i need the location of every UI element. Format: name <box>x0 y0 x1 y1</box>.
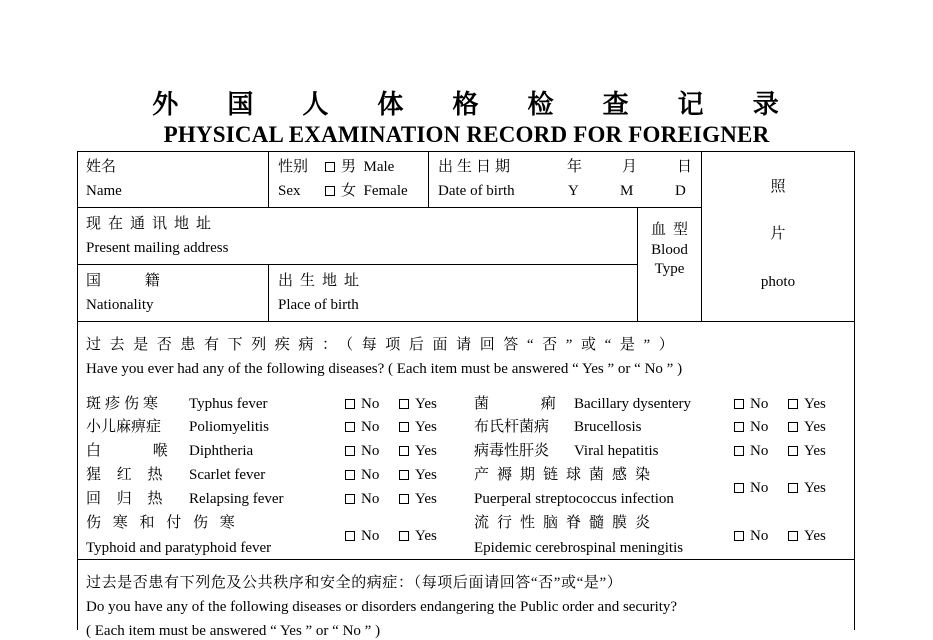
birthplace-label-en: Place of birth <box>278 297 359 313</box>
female-checkbox[interactable] <box>325 186 335 196</box>
male-option[interactable]: 男 Male <box>325 158 394 176</box>
disease-en: Relapsing fever <box>189 491 284 507</box>
col-divider-dob <box>428 151 429 208</box>
year-label-cn: 年 <box>567 159 583 175</box>
disease-en: Puerperal streptococcus infection <box>474 491 674 507</box>
no-option[interactable]: No <box>734 527 768 545</box>
name-label-en: Name <box>86 183 122 199</box>
yes-option[interactable]: Yes <box>399 442 437 460</box>
yes-checkbox[interactable] <box>399 531 409 541</box>
no-option[interactable]: No <box>734 418 768 436</box>
yes-checkbox[interactable] <box>399 494 409 504</box>
birthplace-label-cn: 出生地址 <box>278 273 367 289</box>
no-option[interactable]: No <box>734 442 768 460</box>
photo-label-cn-2: 片 <box>770 226 786 242</box>
yes-option[interactable]: Yes <box>788 418 826 436</box>
year-label-en: Y <box>568 183 579 199</box>
no-option[interactable]: No <box>345 395 379 413</box>
dob-label-en: Date of birth <box>438 183 515 199</box>
yes-checkbox[interactable] <box>399 470 409 480</box>
blood-label-en-1: Blood <box>651 242 688 258</box>
no-checkbox[interactable] <box>345 399 355 409</box>
yes-option[interactable]: Yes <box>399 490 437 508</box>
col-divider-birthplace <box>268 264 269 322</box>
no-checkbox[interactable] <box>734 399 744 409</box>
disease-en: Viral hepatitis <box>574 443 659 459</box>
address-label-cn: 现在通讯地址 <box>86 216 219 232</box>
yes-option[interactable]: Yes <box>788 527 826 545</box>
no-checkbox[interactable] <box>345 494 355 504</box>
no-checkbox[interactable] <box>345 422 355 432</box>
yes-checkbox[interactable] <box>788 422 798 432</box>
blood-label-en-2: Type <box>654 261 685 277</box>
form-title-chinese: 外 国 人 体 格 检 查 记 录 <box>152 90 799 120</box>
yes-checkbox[interactable] <box>788 399 798 409</box>
nationality-label-cn: 国 籍 <box>86 273 160 289</box>
disease-cn: 回 归 热 <box>86 491 163 507</box>
disease-en: Scarlet fever <box>189 467 266 483</box>
disease-cn: 菌 痢 <box>474 396 556 412</box>
blood-label-cn: 血型 <box>650 222 695 238</box>
disease-cn: 流行性脑脊髓膜炎 <box>474 515 659 531</box>
yes-checkbox[interactable] <box>788 531 798 541</box>
day-label-en: D <box>675 183 686 199</box>
disease-cn: 产褥期链球菌感染 <box>474 467 659 483</box>
no-option[interactable]: No <box>345 527 379 545</box>
disease-cn: 猩 红 热 <box>86 467 163 483</box>
disease-cn: 小儿麻痹症 <box>86 419 162 435</box>
no-option[interactable]: No <box>734 479 768 497</box>
nationality-label-en: Nationality <box>86 297 154 313</box>
disease-en: Epidemic cerebrospinal meningitis <box>474 540 684 556</box>
address-label-en: Present mailing address <box>86 240 229 256</box>
disease-en: Diphtheria <box>189 443 254 459</box>
disease-cn: 伤 寒 和 付 伤 寒 <box>86 515 235 531</box>
col-divider-sex <box>268 151 269 208</box>
disease-en: Typhoid and paratyphoid fever <box>86 540 272 556</box>
female-option[interactable]: 女 Female <box>325 182 408 200</box>
disorders-question-cn: 过去是否患有下列危及公共秩序和安全的病症：（每项后面请回答“否”或“是”） <box>86 575 623 591</box>
yes-option[interactable]: Yes <box>399 527 437 545</box>
row-divider-4 <box>77 559 855 560</box>
row-divider-3 <box>77 321 855 322</box>
no-checkbox[interactable] <box>345 470 355 480</box>
no-option[interactable]: No <box>345 490 379 508</box>
row-divider-1 <box>77 207 702 208</box>
disease-en: Bacillary dysentery <box>574 396 692 412</box>
no-option[interactable]: No <box>734 395 768 413</box>
disease-cn: 斑疹伤寒 <box>86 396 163 412</box>
yes-option[interactable]: Yes <box>399 395 437 413</box>
sex-label-cn: 性别 <box>278 159 309 175</box>
yes-option[interactable]: Yes <box>788 479 826 497</box>
yes-checkbox[interactable] <box>788 446 798 456</box>
disease-en: Poliomyelitis <box>189 419 270 435</box>
day-label-cn: 日 <box>677 159 693 175</box>
photo-label-en: photo <box>760 274 796 290</box>
disease-en: Brucellosis <box>574 419 642 435</box>
no-checkbox[interactable] <box>734 531 744 541</box>
disorders-note-en: ( Each item must be answered “ Yes ” or “ No ” ) <box>86 623 381 639</box>
yes-checkbox[interactable] <box>399 399 409 409</box>
disease-cn: 布氏杆菌病 <box>474 419 550 435</box>
form-title-english: PHYSICAL EXAMINATION RECORD FOR FOREIGNER <box>163 122 770 147</box>
no-option[interactable]: No <box>345 418 379 436</box>
no-checkbox[interactable] <box>734 483 744 493</box>
yes-option[interactable]: Yes <box>399 466 437 484</box>
table-border-top <box>77 151 855 152</box>
diseases-question-cn: 过去是否患有下列疾病：（每项后面请回答“否”或“是”） <box>86 337 683 353</box>
month-label-cn: 月 <box>622 159 638 175</box>
dob-label-cn: 出生日期 <box>438 159 515 175</box>
no-checkbox[interactable] <box>734 446 744 456</box>
yes-option[interactable]: Yes <box>399 418 437 436</box>
yes-checkbox[interactable] <box>788 483 798 493</box>
month-label-en: M <box>620 183 634 199</box>
no-option[interactable]: No <box>345 442 379 460</box>
no-option[interactable]: No <box>345 466 379 484</box>
disease-cn: 白 喉 <box>86 443 168 459</box>
name-label-cn: 姓名 <box>86 159 117 175</box>
yes-checkbox[interactable] <box>399 422 409 432</box>
yes-option[interactable]: Yes <box>788 395 826 413</box>
yes-option[interactable]: Yes <box>788 442 826 460</box>
male-checkbox[interactable] <box>325 162 335 172</box>
no-checkbox[interactable] <box>345 446 355 456</box>
no-checkbox[interactable] <box>345 531 355 541</box>
diseases-question-en: Have you ever had any of the following diseases? ( Each item must be answered “ Yes ” or “ No ” ) <box>86 361 683 377</box>
no-checkbox[interactable] <box>734 422 744 432</box>
yes-checkbox[interactable] <box>399 446 409 456</box>
row-divider-2 <box>77 264 638 265</box>
disease-cn: 病毒性肝炎 <box>474 443 550 459</box>
disorders-question-en: Do you have any of the following diseases or disorders endangering the Public order and security? <box>86 599 678 615</box>
sex-label-en: Sex <box>278 183 301 199</box>
photo-label-cn-1: 照 <box>770 179 786 195</box>
disease-en: Typhus fever <box>189 396 268 412</box>
